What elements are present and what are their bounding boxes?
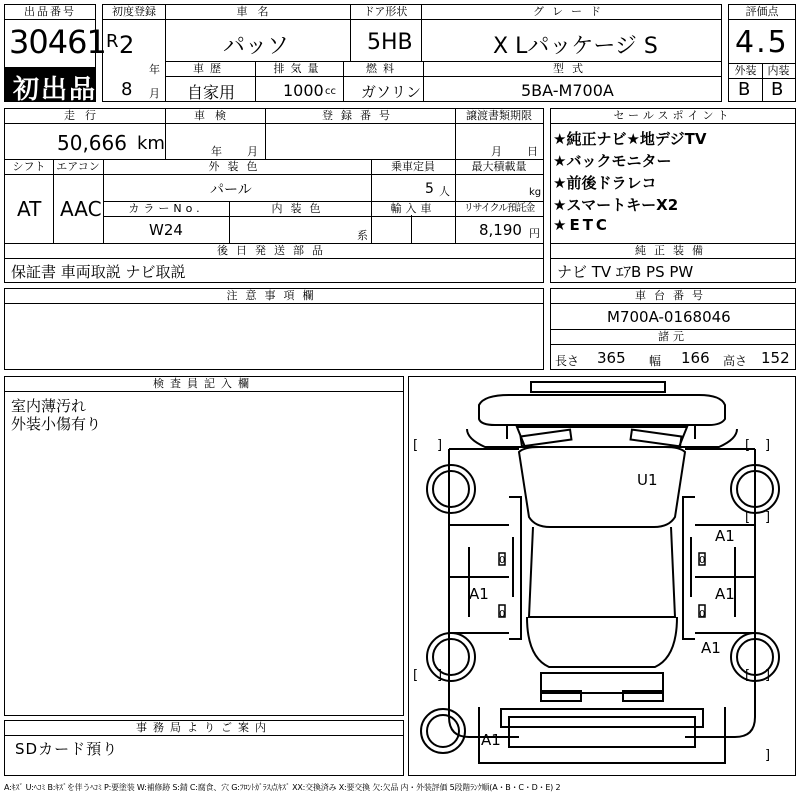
exterior-grade: B	[738, 79, 751, 100]
capacity-unit: 人	[439, 185, 450, 198]
svg-text:0: 0	[699, 555, 706, 566]
transfer-day-unit: 日	[527, 145, 538, 158]
svg-text:0: 0	[499, 609, 506, 620]
svg-text:0: 0	[499, 555, 506, 566]
svg-text:]: ]	[765, 438, 771, 453]
first-reg-label: 初度登録	[103, 5, 165, 20]
width: 166	[681, 349, 710, 367]
notes-box	[4, 288, 544, 370]
load-unit: kg	[529, 187, 542, 198]
inspector-label: 検査員記入欄	[5, 377, 403, 392]
ext-color: パール	[210, 182, 252, 198]
inspection-year-unit: 年	[211, 145, 222, 158]
displacement-label: 排気量	[255, 62, 343, 77]
sales-point: ★純正ナビ★地デジTV	[553, 130, 707, 148]
equipment-label: 純正装備	[551, 244, 795, 259]
reg-year-unit: 年	[149, 63, 160, 76]
vehicle-detail-box	[4, 108, 544, 283]
parts: 保証書 車両取説 ナビ取説	[11, 263, 186, 281]
damage-mark-rear-bumper: A1	[481, 731, 501, 749]
sales-point: ★スマートキーX2	[553, 196, 679, 214]
parts-label: 後日発送部品	[5, 244, 543, 259]
door-type: 5HB	[367, 30, 413, 55]
car-name: パッソ	[223, 34, 290, 59]
transfer-label: 譲渡書類期限	[455, 109, 543, 124]
width-label: 幅	[649, 354, 662, 368]
svg-text:]: ]	[765, 748, 771, 763]
chassis-box	[550, 288, 796, 370]
history: 自家用	[187, 83, 236, 102]
spec-label: 諸元	[551, 330, 795, 345]
first-listing-text: 初出品	[13, 75, 98, 105]
svg-text:]: ]	[765, 510, 771, 525]
damage-mark-left-rear-door: A1	[469, 585, 489, 603]
car-name-label: 車名	[165, 5, 350, 20]
mileage-label: 走行	[5, 109, 165, 124]
mileage: 50,666	[57, 131, 127, 155]
reg-no-label: 登録番号	[265, 109, 455, 124]
notes-label: 注意事項欄	[5, 289, 543, 304]
reg-year: 2	[119, 31, 135, 59]
shift: AT	[17, 197, 42, 221]
equipment: ナビ TV ｴｱB PS PW	[557, 263, 694, 281]
damage-mark-right-rear-fender: A1	[701, 639, 721, 657]
int-color-label: 内装色	[229, 202, 371, 217]
inspection-month-unit: 月	[247, 145, 258, 158]
sales-points-label: セールスポイント	[551, 109, 795, 124]
grade: X Lパッケージ S	[493, 34, 658, 59]
sales-point: ★ETC	[553, 216, 610, 234]
office-label: 事務局よりご案内	[5, 721, 403, 736]
damage-diagram-box	[408, 376, 796, 776]
damage-mark-right-rear-door: A1	[715, 585, 735, 603]
interior-grade: B	[771, 79, 784, 100]
svg-text:]: ]	[765, 668, 771, 683]
grade-label: グレード	[421, 5, 721, 20]
inspector-line: 室内薄汚れ	[11, 397, 87, 415]
int-color-unit: 系	[357, 229, 368, 242]
color-no: W24	[149, 221, 183, 239]
svg-text:0: 0	[699, 609, 706, 620]
damage-mark-right-front-door: A1	[715, 527, 735, 545]
exterior-label: 外装	[729, 64, 762, 79]
capacity-label: 乗車定員	[371, 160, 455, 175]
svg-text:[: [	[745, 668, 751, 683]
sales-points-box	[550, 108, 796, 283]
sales-point: ★バックモニター	[553, 152, 672, 170]
recycle-unit: 円	[529, 227, 540, 240]
svg-text:[: [	[413, 668, 419, 683]
door-label: ドア形状	[350, 5, 421, 20]
color-no-label: カラーNo.	[103, 202, 229, 217]
ac: AAC	[60, 197, 102, 221]
transfer-month-unit: 月	[491, 145, 502, 158]
inspector-box	[4, 376, 404, 716]
inspection-label: 車検	[165, 109, 265, 124]
reg-month-unit: 月	[149, 87, 160, 100]
lot-number-label: 出品番号	[5, 5, 95, 20]
score-box	[728, 4, 796, 102]
chassis-number: M700A-0168046	[607, 308, 731, 326]
load-label: 最大積載量	[455, 160, 543, 175]
lot-number-box	[4, 4, 106, 105]
mileage-unit: km	[137, 133, 165, 154]
fuel-label: 燃料	[343, 62, 423, 77]
sales-point: ★前後ドラレコ	[553, 174, 657, 192]
svg-text:[: [	[745, 510, 751, 525]
recycle-label: リサイクル預託金	[455, 202, 543, 217]
inspector-line: 外装小傷有り	[11, 415, 102, 433]
fuel: ガソリン	[361, 83, 422, 101]
score-label: 評価点	[729, 5, 795, 20]
length: 365	[597, 349, 626, 367]
height-label: 高さ	[723, 354, 748, 368]
era: R	[106, 31, 119, 52]
import-label: 輸入車	[371, 202, 455, 217]
height: 152	[761, 349, 790, 367]
footer-legend: A:ｷｽﾞ U:ﾍｺﾐ B:ｷｽﾞを伴うﾍｺﾐ P:要塗装 W:補修跡 S:錆 C:腐食、穴 G:ﾌﾛﾝﾄｶﾞﾗｽ点ｷｽﾞ XX:交換済み X:要交換 欠:欠品 内・外装評価 5段階ﾗﾝｸ順(A・B・C・D・E) 2	[4, 783, 561, 792]
svg-text:]: ]	[437, 438, 443, 453]
displacement: 1000	[283, 81, 324, 100]
score: 4.5	[735, 25, 789, 60]
ext-color-label: 外装色	[103, 160, 371, 175]
reg-month: 8	[121, 79, 133, 100]
ac-label: エアコン	[53, 160, 103, 175]
recycle: 8,190	[479, 221, 522, 239]
displacement-unit: cc	[325, 86, 336, 97]
interior-label: 内装	[762, 64, 795, 79]
length-label: 長さ	[555, 354, 580, 368]
lot-number: 30461	[9, 23, 106, 61]
office-box	[4, 720, 404, 776]
model: 5BA-M700A	[521, 81, 614, 100]
svg-text:]: ]	[437, 668, 443, 683]
car-diagram	[409, 377, 795, 775]
capacity: 5	[425, 181, 434, 197]
model-label: 型式	[423, 62, 721, 77]
top-info-box	[102, 4, 722, 102]
history-label: 車歴	[165, 62, 255, 77]
chassis-label: 車台番号	[551, 289, 795, 304]
damage-mark-roof: U1	[637, 471, 658, 489]
svg-text:[: [	[413, 438, 419, 453]
shift-label: シフト	[5, 160, 53, 175]
svg-text:[: [	[745, 438, 751, 453]
office-text: SDカード預り	[15, 740, 119, 758]
